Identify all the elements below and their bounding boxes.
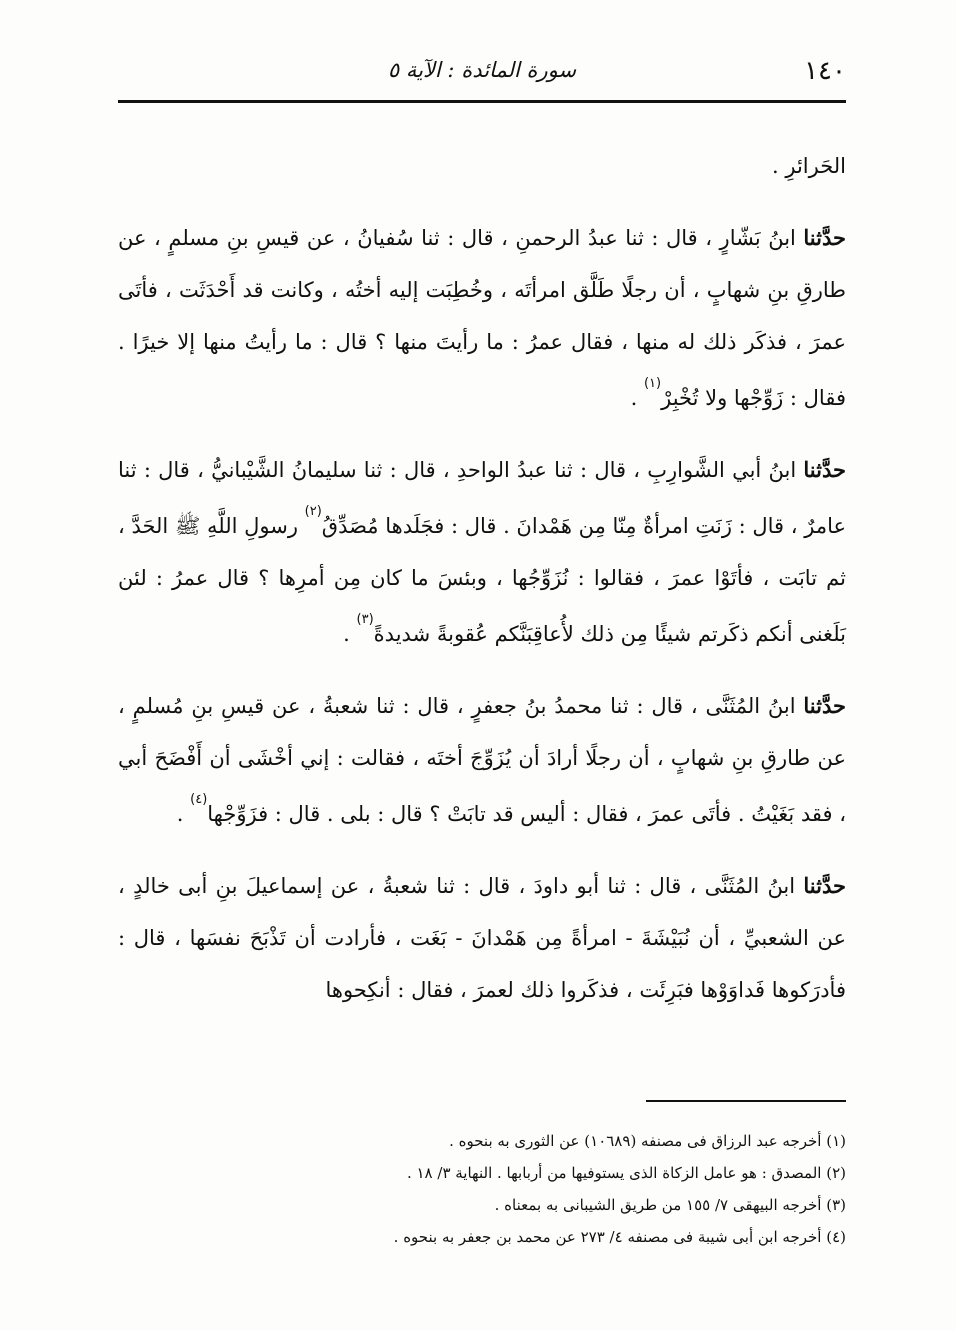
footnote-2: (٢) المصدق : هو عامل الزكاة الذى يستوفيها من أربابها . النهاية ٣/ ١٨ .: [406, 1164, 846, 1182]
footnote-ref[interactable]: (٢): [304, 504, 322, 519]
footnote-ref[interactable]: (٣): [356, 612, 374, 627]
paragraph-lead: حدَّثنا: [803, 693, 846, 718]
paragraph-text: ابنُ المُثَنَّى ، قال : ثنا أبو داودَ ، قال : ثنا شعبةُ ، عن إسماعيلَ بنِ أبى خالدٍ ، عن الشعبيِّ ، أن نُبَيْشَةَ - امرأةً مِن هَمْدانَ - بَغَت ، فأرادت أن تَذْبَحَ نفسَها ، قال : فأدرَكوها فَداوَوْها فبَرِئَت ، فذكَروا ذلك لعمرَ ، فقال : أنكِحوها: [118, 874, 846, 1002]
page-number: ١٤٠: [804, 56, 846, 86]
footnote-3: (٣) أخرجه البيهقى ٧/ ١٥٥ من طريق الشيبانى به بمعناه .: [494, 1196, 846, 1214]
page-header: [118, 52, 846, 92]
paragraph-text: ابنُ بَشّارٍ ، قال : ثنا عبدُ الرحمنِ ، قال : ثنا سُفيانُ ، عن قيسِ بنِ مسلمٍ ، عن طارقِ بنِ شهابٍ ، أن رجلًا طَلَّق امرأتَه ، وخُطِبَت إليه أختُه ، وكانت قد أَحْدَثَت ، فأتَى عمرَ ، فذكَر ذلك له منها ، فقال عمرُ : ما رأيتَ منها ؟ قال : ما رأيتُ منها إلا خيرًا . فقال : زَوِّجْها ولا تُخْبِرْ: [118, 226, 846, 410]
paragraph-text: ابنُ أبي الشَّوارِبِ ، قال : ثنا عبدُ الواحدِ ، قال : ثنا سليمانُ الشَّيْبانيُّ ، قال : ثنا عامرٌ ، قال : زَنَتِ امرأةٌ مِنّا مِن هَمْدانَ . قال : فجَلَدها مُصَدِّقُ: [118, 458, 846, 538]
paragraph-text: الحَرائرِ .: [772, 154, 846, 178]
main-text: [118, 140, 846, 1036]
paragraph-1: [118, 212, 846, 424]
paragraph-lead: حدَّثنا: [803, 457, 846, 482]
footnote-1: (١) أخرجه عبد الرزاق فى مصنفه (١٠٦٨٩) عن الثورى به بنحوه .: [449, 1132, 846, 1150]
running-title: سورة المائدة : الآية ٥: [387, 58, 577, 82]
paragraph-2: [118, 444, 846, 660]
paragraph-continuation: [118, 140, 846, 192]
footnote-ref[interactable]: (١): [643, 376, 662, 391]
paragraph-3: [118, 680, 846, 840]
footnotes: [118, 1125, 846, 1253]
footnote-rule: [646, 1100, 846, 1102]
paragraph-text: رسولِ اللَّهِ ﷺ الحَدَّ ، ثم تابَت ، فأتَوْا عمرَ ، فقالوا : نُزَوِّجُها ، وبئسَ ما كان مِن أمرِها ؟ قال عمرُ : لئن بَلَغنى أنكم ذكَرتم شيئًا مِن ذلك لأُعاقِبَنَّكم عُقوبةً شديدةً: [118, 514, 846, 646]
paragraph-tail: .: [176, 802, 191, 826]
footnote-ref[interactable]: (٤): [190, 792, 208, 807]
paragraph-text: ابنُ المُثَنَّى ، قال : ثنا محمدُ بنُ جعفرٍ ، قال : ثنا شعبةُ ، عن قيسِ بنِ مُسلمٍ ، عن طارقِ بنِ شهابٍ ، أن رجلًا أرادَ أن يُزَوِّجَ أختَه ، فقالت : إني أخْشَى أن أَفْضَحَ أبي ، فقد بَغَيْتُ . فأتَى عمرَ ، فقال : أليس قد تابَتْ ؟ قال : بلى . قال : فزَوِّجْها: [118, 694, 846, 826]
paragraph-lead: حدَّثنا: [803, 873, 846, 898]
paragraph-tail: .: [630, 386, 644, 410]
paragraph-lead: حدَّثنا: [803, 225, 846, 250]
paragraph-tail: .: [343, 622, 357, 646]
paragraph-4: [118, 860, 846, 1016]
footnote-4: (٤) أخرجه ابن أبى شيبة فى مصنفه ٤/ ٢٧٣ عن محمد بن جعفر به بنحوه .: [393, 1228, 846, 1246]
header-rule: [118, 100, 846, 103]
